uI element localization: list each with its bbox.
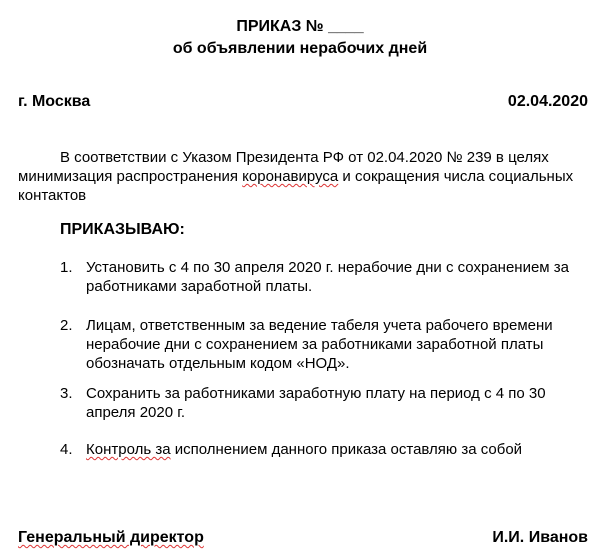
city: г. Москва: [18, 93, 91, 110]
item-text: Установить с 4 по 30 апреля 2020 г. нерабочие дни с сохранением за работниками заработной платы.: [86, 259, 569, 295]
list-item: [60, 440, 596, 459]
item-text: [86, 440, 596, 459]
list-item: [60, 316, 596, 373]
signer-name: И.И. Иванов: [492, 529, 588, 546]
signer-position: Генеральный директор: [18, 529, 204, 546]
item-number: 2.: [60, 317, 73, 334]
document-subtitle: об объявлении нерабочих дней: [172, 40, 428, 57]
item-text-rest: исполнением данного приказа оставляю за собой: [170, 441, 523, 458]
intro-text-part2: и сокращения числа социальных контактов: [18, 168, 574, 204]
item-number: 3.: [60, 385, 73, 402]
item-number: 4.: [60, 441, 73, 458]
item-text-underlined: Контроль за: [86, 441, 171, 458]
order-heading: ПРИКАЗЫВАЮ:: [60, 221, 185, 238]
document-date: 02.04.2020: [507, 93, 588, 110]
intro-paragraph: [18, 148, 596, 205]
intro-text-part1: В соответствии с Указом Президента РФ от 02.04.2020 № 239 в целях минимизация распространения: [18, 149, 549, 185]
document-title: ПРИКАЗ № ____: [236, 18, 364, 35]
intro-highlight-word: коронавируса: [242, 168, 339, 185]
list-item: [60, 258, 596, 296]
item-number: 1.: [60, 259, 73, 276]
list-item: [60, 384, 596, 422]
item-text: Сохранить за работниками заработную плату на период с 4 по 30 апреля 2020 г.: [86, 385, 546, 421]
item-text: Лицам, ответственным за ведение табеля учета рабочего времени нерабочие дни с сохранением за работниками заработной платы обозначать отдельным кодом «НОД».: [86, 317, 553, 372]
